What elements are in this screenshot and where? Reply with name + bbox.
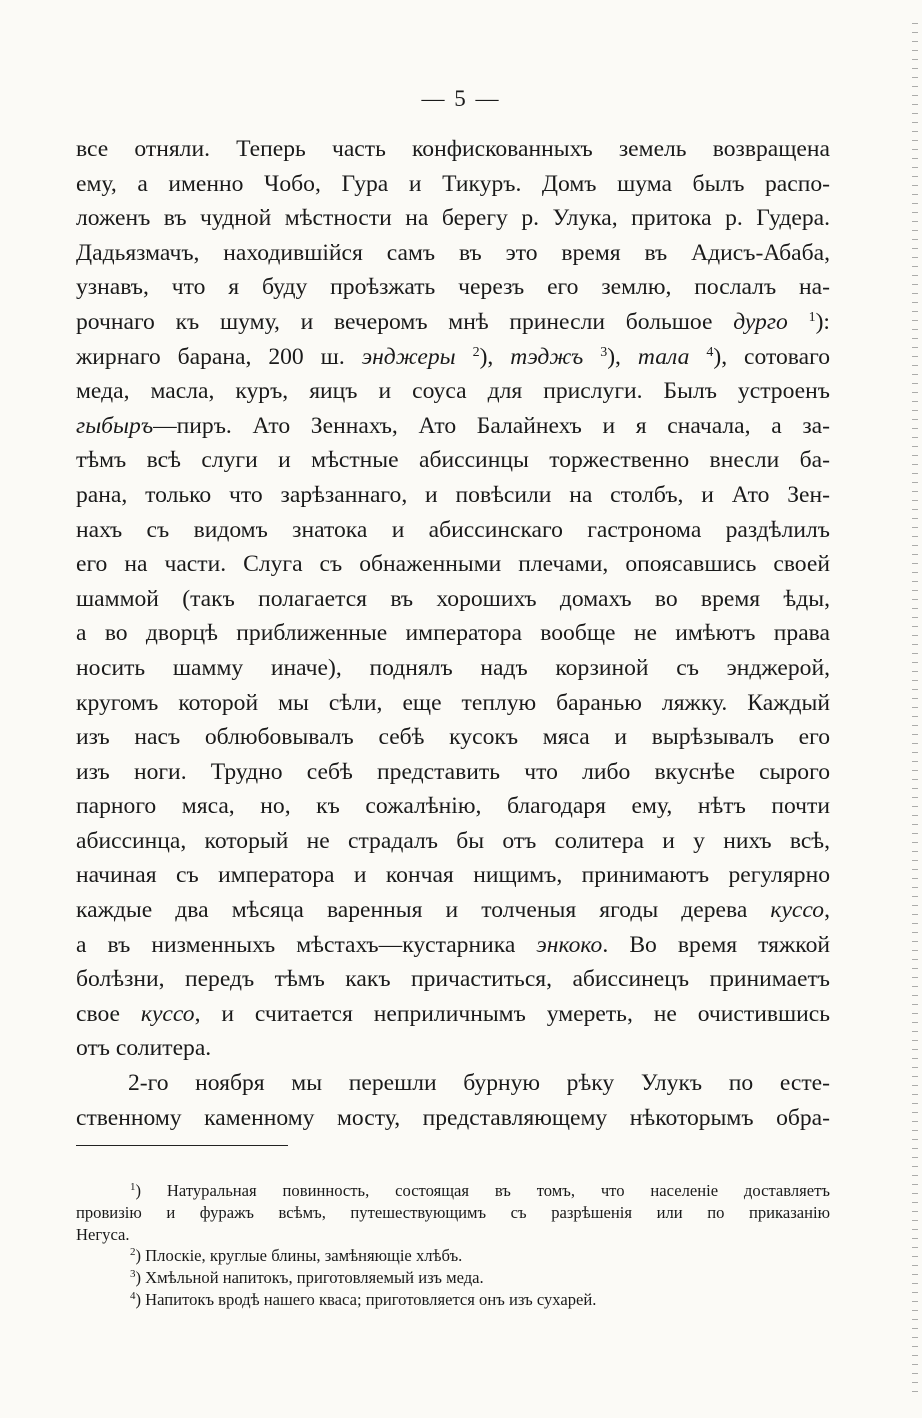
text-line: шаммой (такъ полагается въ хорошихъ домахъ во время ѣды,: [76, 585, 830, 612]
text-line: нахъ съ видомъ знатока и абиссинскаго гастронома раздѣлилъ: [76, 516, 830, 543]
footnote-1-line: $^1$) Натуральная повинность, состоящая въ томъ, что населенiе доставляетъ: [130, 1181, 830, 1200]
text-line: ложенъ въ чудной мѣстности на берегу р. Улука, притока р. Гудера.: [76, 205, 830, 232]
text-line: носить шамму иначе), поднялъ надъ корзиной съ энджерой,: [76, 654, 830, 681]
footnote-1-line: Негуса.: [76, 1224, 130, 1244]
text-line: ственному каменному мосту, представляющему нѣкоторымъ обра-: [76, 1104, 830, 1131]
footnote-3: $^3$) Хмѣльной напитокъ, приготовляемый изъ меда.: [130, 1268, 484, 1288]
text-line: абиссинца, который не страдалъ бы отъ солитера и у нихъ всѣ,: [76, 827, 830, 854]
text-line: рана, только что зарѣзаннаго, и повѣсили на столбъ, и Ато Зен-: [76, 481, 830, 508]
text-line: свое куссо, и считается неприличнымъ умереть, не очистившись: [76, 1000, 830, 1027]
text-line: узнавъ, что я буду проѣзжать черезъ его землю, послалъ на-: [76, 274, 830, 301]
text-line: кругомъ которой мы сѣли, еще теплую баранью ляжку. Каждый: [76, 689, 830, 716]
text-line: а во дворцѣ приближенные императора вообще не имѣютъ права: [76, 620, 830, 647]
text-line: изъ ноги. Трудно себѣ представить что либо вкуснѣе сырого: [76, 758, 830, 785]
text-line: начиная съ императора и кончая нищимъ, принимаютъ регулярно: [76, 862, 830, 889]
text-line: гыбыръ—пиръ. Ато Зеннахъ, Ато Балайнехъ и я сначала, а за-: [76, 412, 830, 439]
paragraph-start-line: 2-го ноября мы перешли бурную рѣку Улукъ по есте-: [128, 1070, 830, 1097]
text-line: каждые два мѣсяца варенныя и толченыя ягоды дерева куссо,: [76, 897, 830, 924]
text-line: меда, масла, куръ, яицъ и соуса для прислуги. Былъ устроенъ: [76, 378, 830, 405]
footnote-2: $^2$) Плоскiе, круглые блины, замѣняющiе хлѣбъ.: [130, 1246, 463, 1266]
text-line: а въ низменныхъ мѣстахъ—кустарника энкоко. Во время тяжкой: [76, 931, 830, 958]
text-line: парного мяса, но, къ сожалѣнiю, благодаря ему, нѣтъ почти: [76, 793, 830, 820]
text-line: его на части. Слуга съ обнаженными плечами, опоясавшись своей: [76, 551, 830, 578]
page-edge-scan-noise: [912, 20, 918, 1400]
text-line: ему, а именно Чобо, Гура и Тикуръ. Домъ шума былъ распо-: [76, 170, 830, 197]
text-line: рочнаго къ шуму, и вечеромъ мнѣ принесли большое дурго $^1$):: [76, 308, 830, 335]
footnote-1-line: провизiю и фуражъ всѣмъ, путешествующимъ съ разрѣшенiя или по приказанiю: [76, 1202, 830, 1222]
footnote-divider: [76, 1145, 288, 1146]
text-line: отъ солитера.: [76, 1035, 212, 1062]
text-line: изъ насъ облюбовывалъ себѣ кусокъ мяса и вырѣзывалъ его: [76, 724, 830, 751]
page-number: — 5 —: [421, 86, 501, 111]
body-text: [76, 132, 830, 1135]
text-line: Дадьязмачъ, находившiйся самъ въ это время въ Адисъ-Абаба,: [76, 239, 830, 266]
footnotes: [76, 1180, 830, 1311]
footnote-4: $^4$) Напитокъ вродѣ нашего кваса; приготовляется онъ изъ сухарей.: [130, 1289, 597, 1309]
text-line: болѣзни, передъ тѣмъ какъ причаститься, абиссинецъ принимаетъ: [76, 966, 830, 993]
text-line: жирнаго барана, 200 ш. энджеры $^2$), тэджъ $^3$), тала $^4$), сотоваго: [76, 343, 830, 370]
text-line: все отняли. Теперь часть конфискованныхъ земель возвращена: [76, 136, 830, 162]
text-line: тѣмъ всѣ слуги и мѣстные абиссинцы торжественно внесли ба-: [76, 447, 830, 474]
